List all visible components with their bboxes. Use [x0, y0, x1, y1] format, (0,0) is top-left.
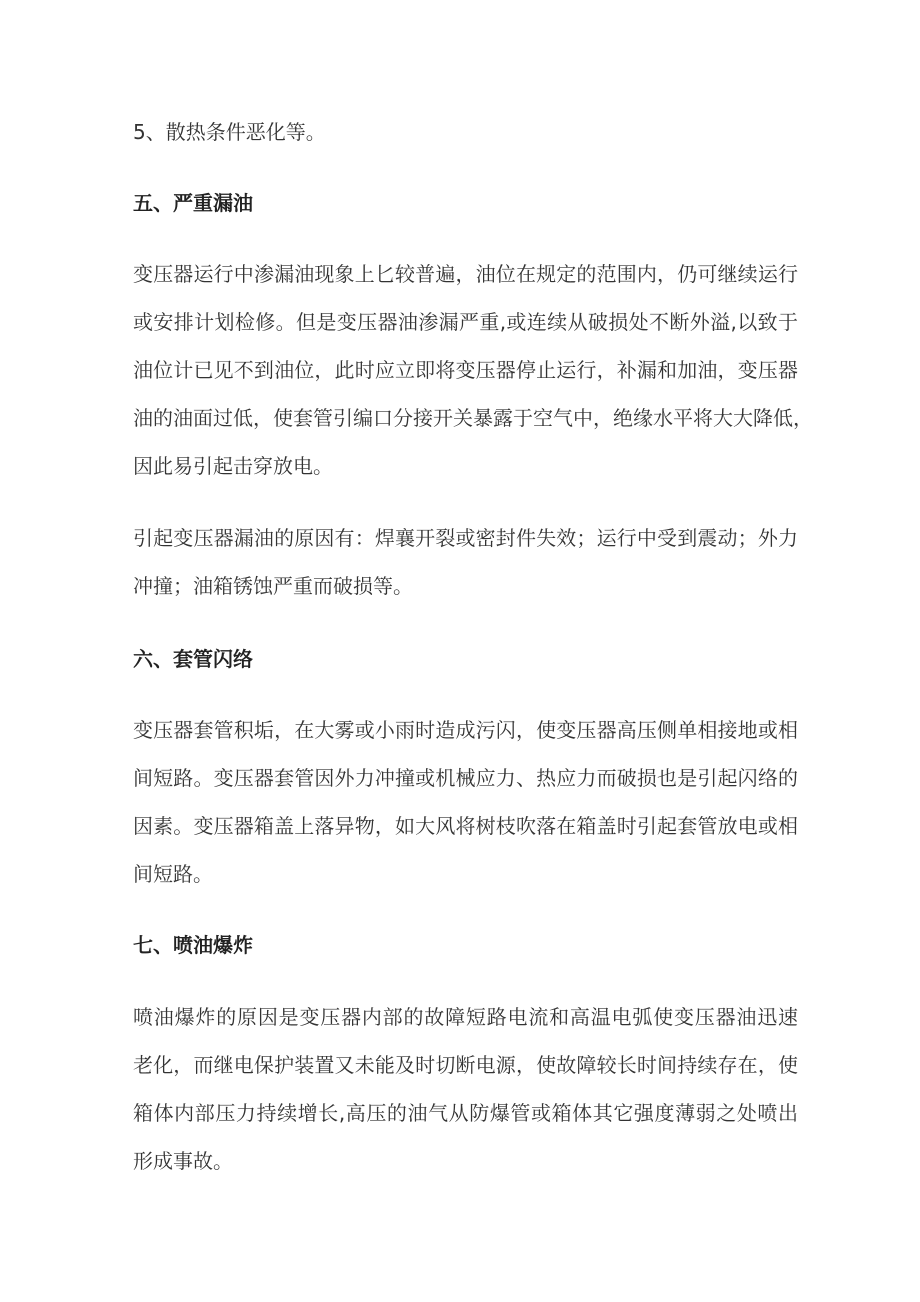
paragraph-line: 老化，而继电保护装置又未能及时切断电源，使故障较长时间持续存在，使: [133, 1053, 798, 1077]
paragraph-line: 因此易引起击穿放电。: [133, 454, 333, 478]
list-item-5: 5、散热条件恶化等。: [133, 120, 326, 144]
paragraph-line: 间短路。变压器套管因外力冲撞或机械应力、热应力而破损也是引起闪络的: [133, 766, 798, 790]
section-heading-7: 七、喷油爆炸: [133, 933, 253, 957]
paragraph-line: 或安排计划检修。但是变压器油渗漏严重,或连续从破损处不断外溢,以致于: [133, 310, 798, 334]
paragraph-line: 油位计已见不到油位，此时应立即将变压器停止运行，补漏和加油，变压器: [133, 358, 798, 382]
paragraph-line: 箱体内部压力持续增长,高压的油气从防爆管或箱体其它强度薄弱之处喷出: [133, 1101, 798, 1125]
paragraph-line: 间短路。: [133, 862, 213, 886]
paragraph-line: 变压器运行中渗漏油现象上匕较普遍，油位在规定的范围内，仍可继续运行: [133, 262, 798, 286]
section-heading-6: 六、套管闪络: [133, 647, 253, 671]
paragraph-line: 油的油面过低，使套管引编口分接开关暴露于空气中，绝缘水平将大大降低，: [133, 406, 813, 430]
section-heading-5: 五、严重漏油: [133, 191, 253, 215]
paragraph-line: 因素。变压器箱盖上落异物，如大风将树枝吹落在箱盖时引起套管放电或相: [133, 814, 798, 838]
paragraph-line: 喷油爆炸的原因是变压器内部的故障短路电流和高温电弧使变压器油迅速: [133, 1005, 798, 1029]
paragraph-line: 引起变压器漏油的原因有：焊襄开裂或密封件失效；运行中受到震动；外力: [133, 526, 798, 550]
paragraph-line: 形成事故。: [133, 1149, 233, 1173]
paragraph-line: 变压器套管积垢，在大雾或小雨时造成污闪，使变压器高压侧单相接地或相: [133, 718, 798, 742]
paragraph-line: 冲撞；油箱锈蚀严重而破损等。: [133, 574, 413, 598]
